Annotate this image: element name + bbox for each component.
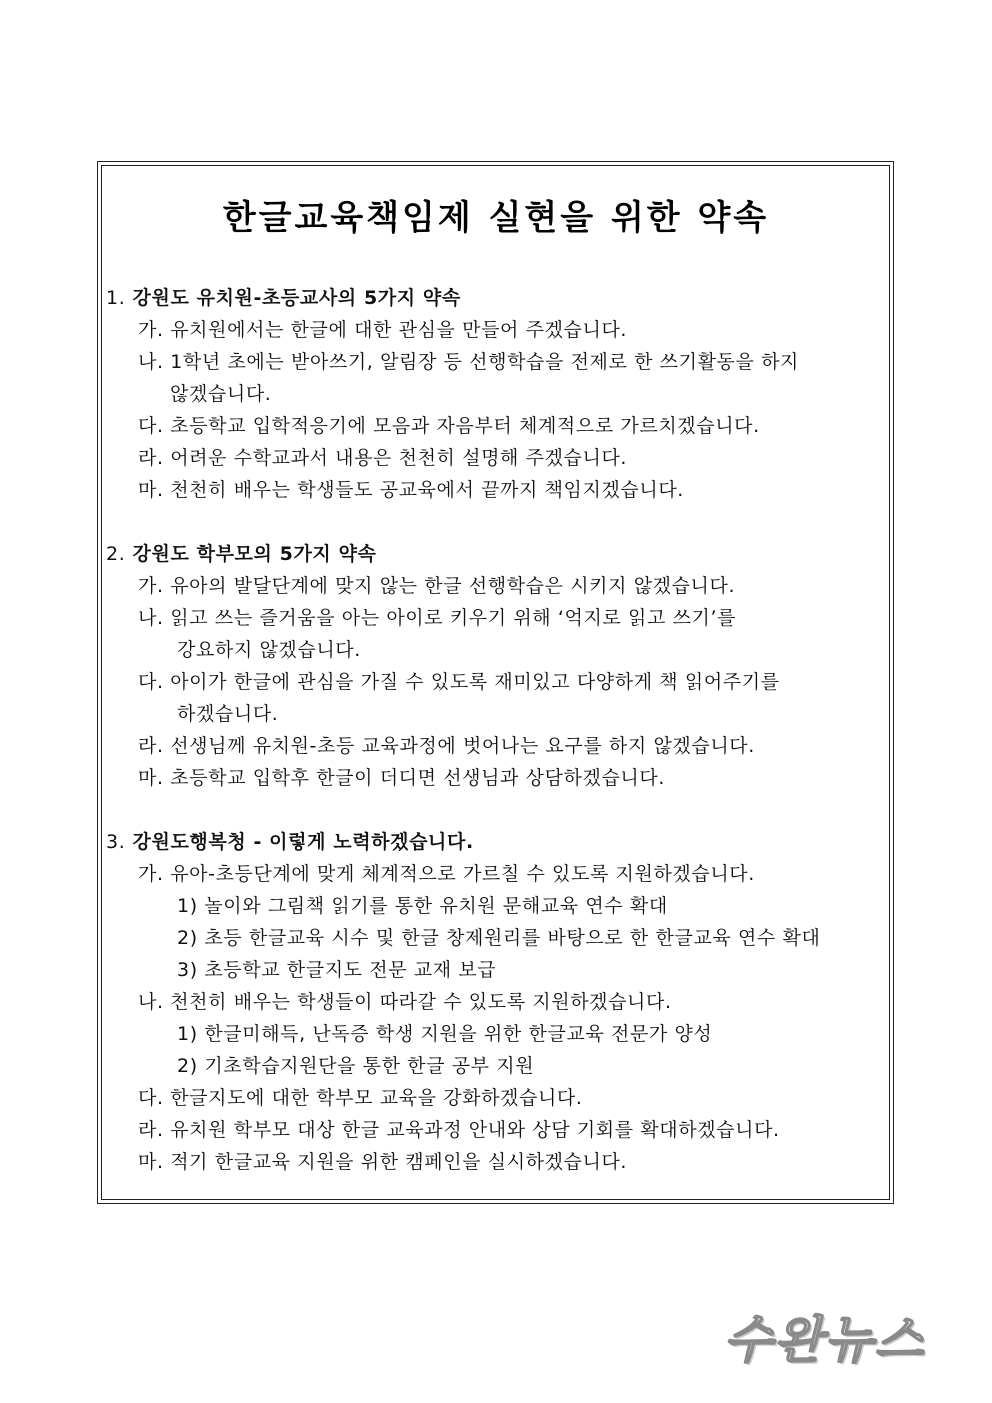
list-item: 다. 아이가 한글에 관심을 가질 수 있도록 재미있고 다양하게 책 읽어주기를: [138, 671, 780, 693]
list-item: 가. 유치원에서는 한글에 대한 관심을 만들어 주겠습니다.: [138, 319, 628, 341]
section-number: 3.: [106, 831, 126, 853]
list-item: 마. 초등학교 입학후 한글이 더디면 선생님과 상담하겠습니다.: [138, 767, 665, 789]
list-item-continuation: 않겠습니다.: [170, 383, 272, 405]
list-item: 가. 유아의 발달단계에 맞지 않는 한글 선행학습은 시키지 않겠습니다.: [138, 575, 736, 597]
list-item: 라. 유치원 학부모 대상 한글 교육과정 안내와 상담 기회를 확대하겠습니다.: [138, 1119, 780, 1141]
section-heading-text: 강원도행복청 - 이렇게 노력하겠습니다.: [132, 831, 474, 853]
sub-list-item: 1) 놀이와 그림책 읽기를 통한 유치원 문해교육 연수 확대: [177, 895, 668, 917]
list-item: 가. 유아-초등단계에 맞게 체계적으로 가르칠 수 있도록 지원하겠습니다.: [138, 863, 755, 885]
list-item: 마. 적기 한글교육 지원을 위한 캠페인을 실시하겠습니다.: [138, 1151, 628, 1173]
list-item: 다. 초등학교 입학적응기에 모음과 자음부터 체계적으로 가르치겠습니다.: [138, 415, 760, 437]
section-number: 1.: [106, 287, 126, 309]
sub-list-item: 2) 초등 한글교육 시수 및 한글 창제원리를 바탕으로 한 한글교육 연수 확대: [177, 927, 821, 949]
sub-list-item: 2) 기초학습지원단을 통한 한글 공부 지원: [177, 1055, 535, 1077]
section-number: 2.: [106, 543, 126, 565]
section-heading-3: [106, 827, 474, 854]
watermark-logo: 수완뉴스: [724, 1311, 926, 1369]
sub-list-item: 3) 초등학교 한글지도 전문 교재 보급: [177, 959, 497, 981]
list-item: 마. 천천히 배우는 학생들도 공교육에서 끝까지 책임지겠습니다.: [138, 479, 684, 501]
section-heading-text: 강원도 학부모의 5가지 약속: [132, 543, 377, 565]
section-heading-2: [106, 539, 377, 566]
sub-list-item: 1) 한글미해득, 난독증 학생 지원을 위한 한글교육 전문가 양성: [177, 1023, 713, 1045]
list-item: 라. 어려운 수학교과서 내용은 천천히 설명해 주겠습니다.: [138, 447, 628, 469]
document-title: 한글교육책임제 실현을 위한 약속: [222, 198, 770, 238]
list-item: 라. 선생님께 유치원-초등 교육과정에 벗어나는 요구를 하지 않겠습니다.: [138, 735, 755, 757]
section-heading-text: 강원도 유치원-초등교사의 5가지 약속: [132, 287, 461, 309]
list-item-continuation: 하겠습니다.: [177, 703, 279, 725]
list-item: 나. 읽고 쓰는 즐거움을 아는 아이로 키우기 위해 ‘억지로 읽고 쓰기’를: [138, 607, 737, 629]
list-item: 다. 한글지도에 대한 학부모 교육을 강화하겠습니다.: [138, 1087, 583, 1109]
list-item: 나. 천천히 배우는 학생들이 따라갈 수 있도록 지원하겠습니다.: [138, 991, 672, 1013]
section-heading-1: [106, 283, 461, 310]
list-item: 나. 1학년 초에는 받아쓰기, 알림장 등 선행학습을 전제로 한 쓰기활동을 하지: [138, 351, 799, 373]
list-item-continuation: 강요하지 않겠습니다.: [177, 639, 361, 661]
